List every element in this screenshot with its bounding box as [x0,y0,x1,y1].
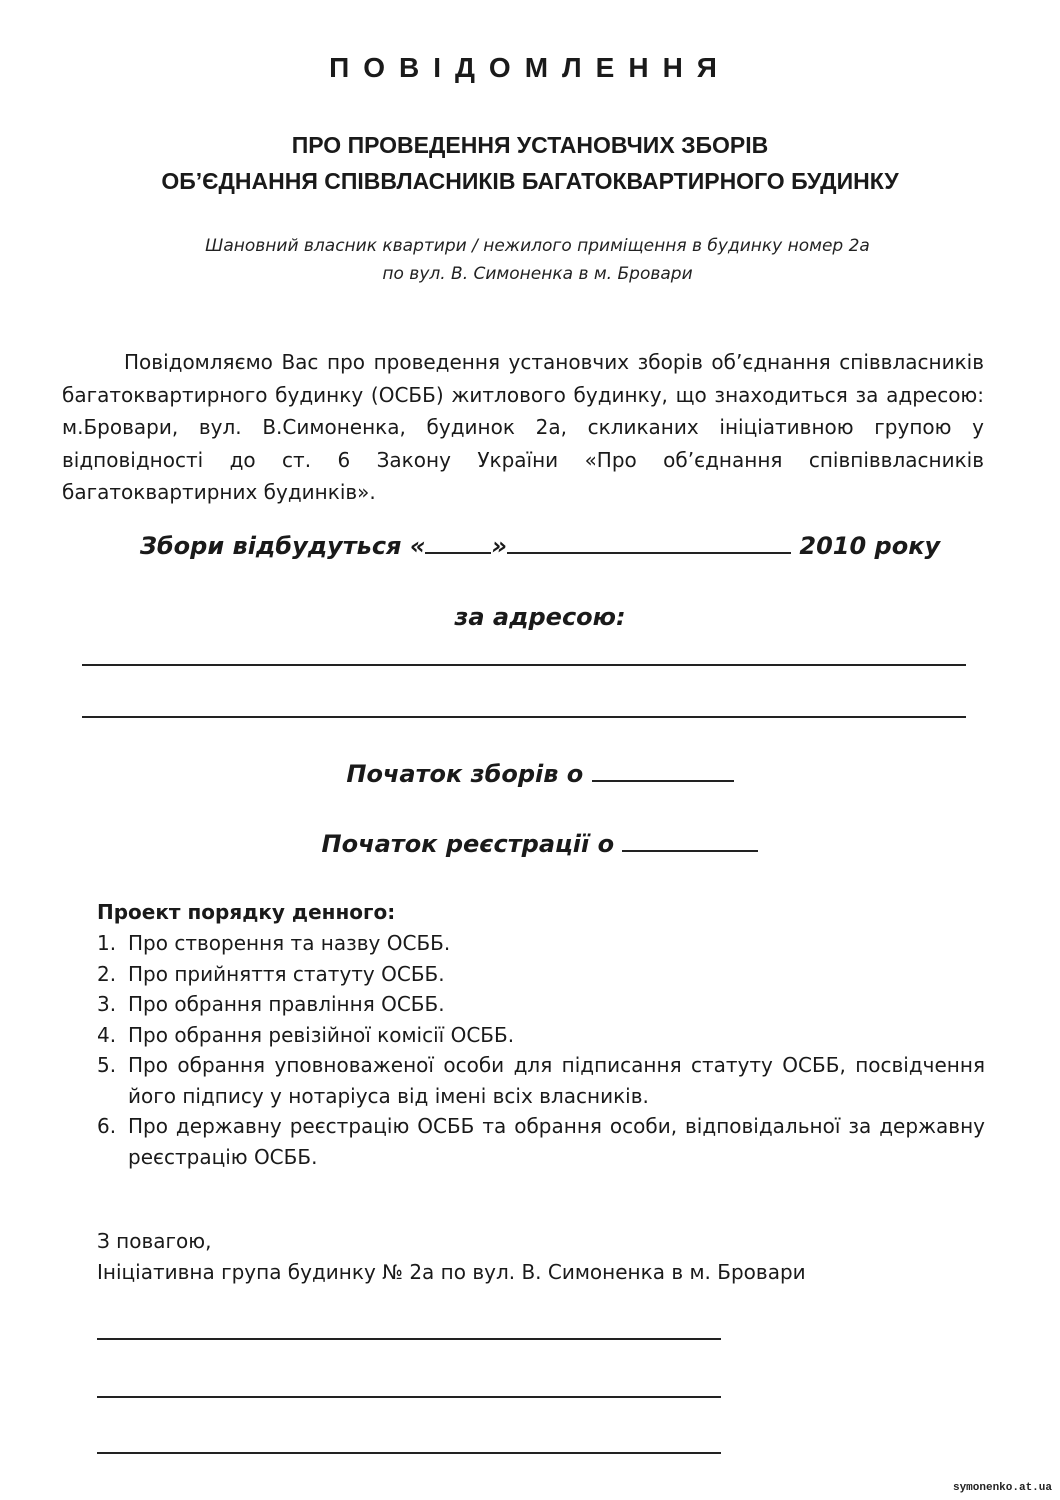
address-blank-line-2[interactable] [82,716,966,718]
registration-start-row [0,828,1060,858]
meeting-start-label: Початок зборів о [346,760,592,788]
agenda-item-text: Про обрання правління ОСББ. [128,992,445,1016]
registration-start-label: Початок реєстрації о [321,830,623,858]
meeting-date-line [0,530,1060,560]
agenda-item-text: Про обрання уповноваженої особи для підписання статуту ОСББ, посвідчення його підпису у нотаріуса від імені всіх власників. [128,1053,985,1108]
agenda-item-number: 2. [97,961,117,986]
address-blank-line-1[interactable] [82,664,966,666]
agenda-item-text: Про створення та назву ОСББ. [128,931,451,955]
agenda-list [97,928,985,1172]
agenda-item-text: Про прийняття статуту ОСББ. [128,961,445,986]
meeting-date-prefix: Збори відбудуться « [139,532,426,560]
signature-line-2[interactable] [97,1396,721,1398]
document-subtitle-line-1: ПРО ПРОВЕДЕННЯ УСТАНОВЧИХ ЗБОРІВ [291,132,769,158]
meeting-date-suffix: 2010 року [791,532,941,560]
agenda-item-number: 3. [97,992,117,1016]
agenda-item [97,928,985,959]
agenda-item [97,1050,985,1111]
agenda-heading: Проект порядку денного: [97,900,396,924]
agenda-item-number: 5. [97,1053,117,1077]
agenda-item-number: 1. [97,931,117,955]
meeting-start-row [0,758,1060,788]
agenda-item-number: 4. [97,1022,117,1047]
document-subtitle-line-2: ОБ’ЄДНАННЯ СПІВВЛАСНИКІВ БАГАТОКВАРТИРНОГО БУДИНКУ [161,168,899,194]
agenda-item [97,1020,985,1051]
registration-start-blank-field[interactable] [622,828,758,852]
agenda-item [97,1111,985,1172]
closing-signature-text: Ініціативна група будинку № 2а по вул. В. Симоненка в м. Бровари [97,1260,806,1284]
agenda-item [97,959,985,990]
meeting-start-blank-field[interactable] [592,758,734,782]
greeting-line-1: Шановний власник квартири / нежилого приміщення в будинку номер 2а [205,236,870,256]
agenda-item-text: Про державну реєстрацію ОСББ та обрання особи, відповідальної за державну реєстрацію ОСББ. [128,1114,985,1169]
closing-regards: З повагою, [97,1229,212,1253]
agenda-item [97,989,985,1020]
signature-line-1[interactable] [97,1338,721,1340]
document-title: ПОВІДОМЛЕННЯ [329,52,731,83]
month-blank-field[interactable] [507,530,791,554]
notice-paragraph [62,346,984,509]
site-watermark: symonenko.at.ua [952,1482,1052,1494]
address-label: за адресою: [454,603,626,631]
notice-paragraph-text: Повідомляємо Вас про проведення установчих зборів об’єднання співвласників багатоквартирного будинку (ОСББ) житлового будинку, що знаходиться за адресою: м.Бровари, вул. В.Симоненка, будинок 2а, скликаних ініціативною групою у відповідності до ст. 6 Закону України «Про об’єднання співпіввласників багатоквартирних будинків». [62,350,984,504]
meeting-date-middle: » [491,532,508,560]
signature-line-3[interactable] [97,1452,721,1454]
agenda-item-text: Про обрання ревізійної комісії ОСББ. [128,1022,515,1047]
day-blank-field[interactable] [425,530,491,554]
agenda-item-number: 6. [97,1114,117,1138]
greeting-line-2: по вул. В. Симоненка в м. Бровари [382,264,693,284]
